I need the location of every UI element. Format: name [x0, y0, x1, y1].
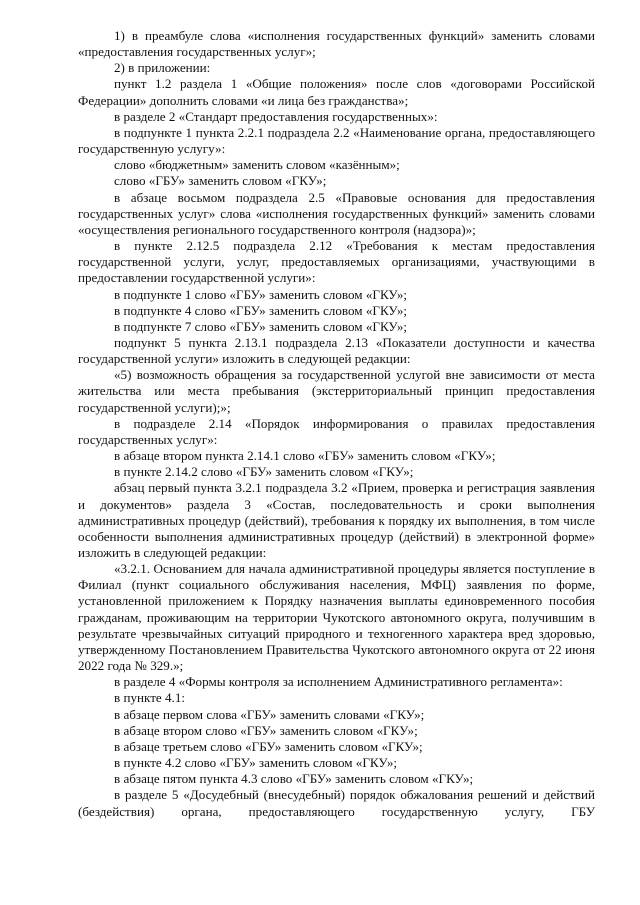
paragraph-item-4-2: в пункте 4.2 слово «ГБУ» заменить словом «ГКУ»; — [114, 755, 398, 771]
paragraph-gbu-word: слово «ГБУ» заменить словом «ГКУ»; — [114, 173, 327, 189]
paragraph-subitem-1: в подпункте 1 слово «ГБУ» заменить словом «ГКУ»; — [114, 286, 408, 302]
paragraph-item-2-14-2: в пункте 2.14.2 слово «ГБУ» заменить словом «ГКУ»; — [114, 464, 414, 480]
paragraph-subsection-2-5: в абзаце восьмом подраздела 2.5 «Правовые основания для предоставления государственных услуг» слова «исполнения государственных функций» заменить словами «осуществления регионального государственного контроля (надзора)»; — [78, 189, 595, 237]
paragraph-item-2-14-1: в абзаце втором пункта 2.14.1 слово «ГБУ» заменить словом «ГКУ»; — [114, 448, 496, 464]
paragraph-quote-5: «5) возможность обращения за государственной услугой вне зависимости от места жительства или места пребывания (экстерриториальный принцип предоставления государственной услуги);»; — [78, 367, 595, 415]
paragraph-section-5: в разделе 5 «Досудебный (внесудебный) порядок обжалования решений и действий (бездействия) органа, предоставляющего государственную услугу, ГБУ — [78, 787, 595, 819]
paragraph-subitem-2-2-1: в подпункте 1 пункта 2.2.1 подраздела 2.2 «Наименование органа, предоставляющего государственную услугу»: — [78, 124, 595, 157]
paragraph-quote-3-2-1: «3.2.1. Основанием для начала административной процедуры является поступление в Филиал (пункт социального обслуживания населения, МФЦ) заявления по форме, установленной приложением к Порядку назначения выплаты единовременного пособия гражданам, проживающим на территории Чукотского автономного округа, получившим в результате чрезвычайных ситуаций природного и техногенного характера вред здоровью, утвержденному Постановлением Правительства Чукотского автономного округа от 22 июня 2022 года № 329.»; — [78, 561, 595, 674]
paragraph-preamble-change: 1) в преамбуле слова «исполнения государственных функций» заменить словами «предоставления государственных услуг»; — [78, 28, 595, 60]
paragraph-item-2-12-5: в пункте 2.12.5 подраздела 2.12 «Требования к местам предоставления государственной услуги, услуг, предоставляемых организациями, участвующими в предоставлении государственной услуги»: — [78, 238, 595, 286]
paragraph-abzac-3: в абзаце третьем слово «ГБУ» заменить словом «ГКУ»; — [114, 738, 423, 754]
paragraph-abzac-1: в абзаце первом слова «ГБУ» заменить словами «ГКУ»; — [114, 706, 425, 722]
paragraph-subitem-4: в подпункте 4 слово «ГБУ» заменить словом «ГКУ»; — [114, 302, 408, 318]
paragraph-subitem-7: в подпункте 7 слово «ГБУ» заменить словом «ГКУ»; — [114, 318, 408, 334]
paragraph-appendix-heading: 2) в приложении: — [114, 60, 211, 76]
paragraph-item-4-1: в пункте 4.1: — [114, 690, 186, 706]
paragraph-item-4-3: в абзаце пятом пункта 4.3 слово «ГБУ» заменить словом «ГКУ»; — [114, 771, 474, 787]
paragraph-section-4: в разделе 4 «Формы контроля за исполнением Административного регламента»: — [114, 674, 563, 690]
paragraph-section-2: в разделе 2 «Стандарт предоставления государственных»: — [114, 108, 438, 124]
paragraph-abzac-2: в абзаце втором слово «ГБУ» заменить словом «ГКУ»; — [114, 722, 418, 738]
paragraph-item-3-2-1: абзац первый пункта 3.2.1 подраздела 3.2 «Прием, проверка и регистрация заявления и документов» раздела 3 «Состав, последовательность и сроки выполнения административных процедур (действий), требования к порядку их выполнения, в том числе особенности выполнения административных процедур (действий) в электронной форме» изложить в следующей редакции: — [78, 480, 595, 560]
paragraph-item-2-13-1: подпункт 5 пункта 2.13.1 подраздела 2.13 «Показатели доступности и качества государственной услуги» изложить в следующей редакции: — [78, 334, 595, 367]
paragraph-subsection-2-14: в подразделе 2.14 «Порядок информирования о правилах предоставления государственных услуг»: — [78, 415, 595, 447]
document-page — [78, 28, 595, 820]
paragraph-item-1-2: пункт 1.2 раздела 1 «Общие положения» после слов «договорами Российской Федерации» дополнить словами «и лица без гражданства»; — [78, 76, 595, 108]
paragraph-budget-word: слово «бюджетным» заменить словом «казённым»; — [114, 157, 400, 173]
